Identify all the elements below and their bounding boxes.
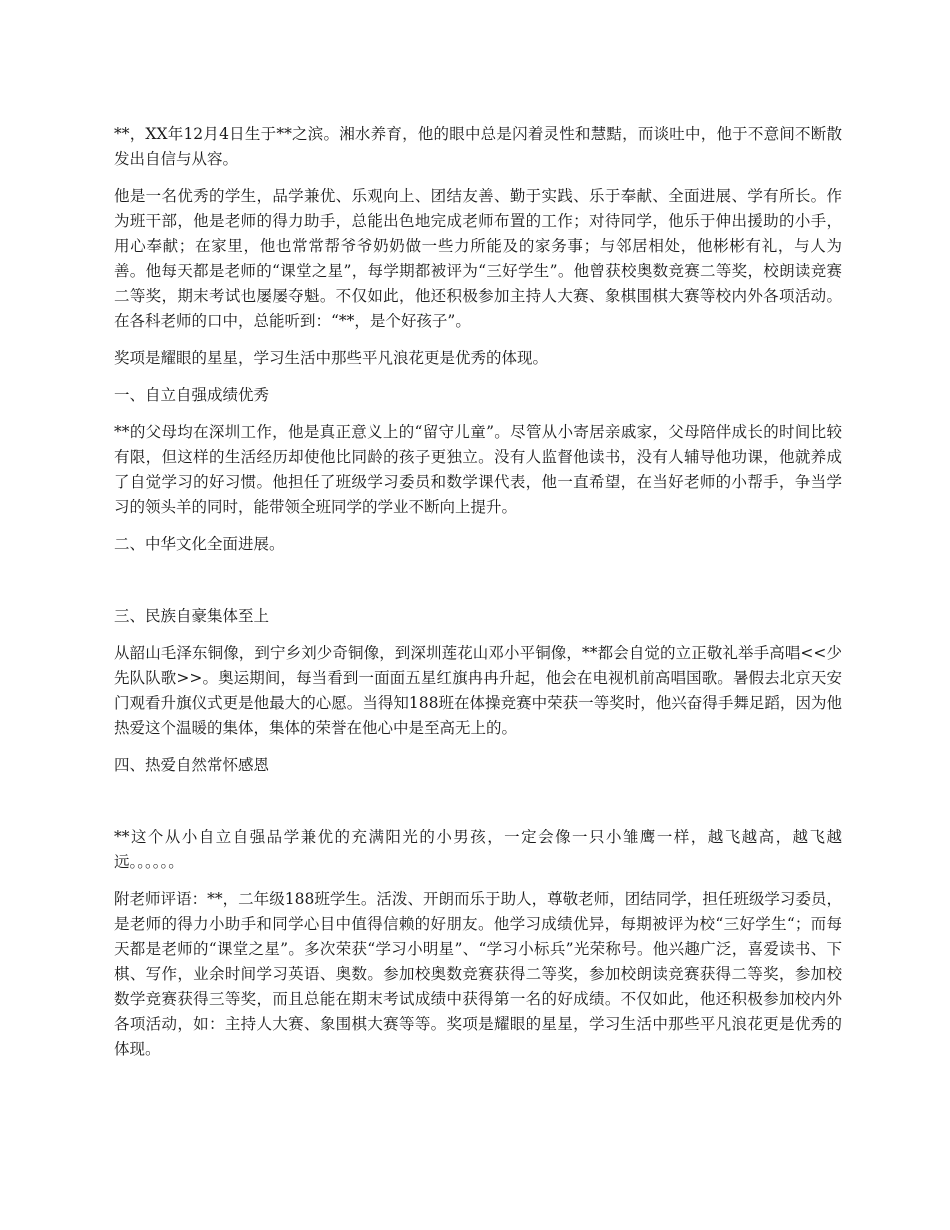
overview-paragraph: 他是一名优秀的学生，品学兼优、乐观向上、团结友善、勤于实践、乐于奉献、全面进展、学有所长。作为班干部，他是老师的得力助手，总能出色地完成老师布置的工作；对待同学，他乐于伸出援助的小手，用心奉献；在家里，他也常常帮爷爷奶奶做一些力所能及的家务事；与邻居相处，他彬彬有礼，与人为善。他每天都是老师的“课堂之星”，每学期都被评为“三好学生”。他曾获校奥数竞赛二等奖，校朗读竞赛二等奖，期末考试也屡屡夺魁。不仅如此，他还积极参加主持人大赛、象棋围棋大赛等校内外各项活动。在各科老师的口中，总能听到：“**，是个好孩子”。 (114, 187, 842, 330)
section-1-paragraph: **的父母均在深圳工作，他是真正意义上的“留守儿童”。尽管从小寄居亲戚家，父母陪伴成长的时间比较有限，但这样的生活经历却使他比同龄的孩子更独立。没有人监督他读书，没有人辅导他功课，他就养成了自觉学习的好习惯。他担任了班级学习委员和数学课代表，他一直希望，在当好老师的小帮手，争当学习的领头羊的同时，能带领全班同学的学业不断向上提升。 (114, 423, 842, 516)
document-page (114, 122, 842, 1074)
closing-paragraph: **这个从小自立自强品学兼优的充满阳光的小男孩，一定会像一只小雏鹰一样，越飞越高，越飞越远。。。。。。 (114, 828, 842, 871)
blank-space (114, 790, 842, 825)
awards-paragraph: 奖项是耀眼的星星，学习生活中那些平凡浪花更是优秀的体现。 (114, 349, 549, 367)
section-heading-3: 三、民族自豪集体至上 (114, 607, 270, 625)
blank-space (114, 569, 842, 604)
intro-paragraph: **，XX年12月4日生于**之滨。湘水养育，他的眼中总是闪着灵性和慧黠，而谈吐中，他于不意间不断散发出自信与从容。 (114, 125, 842, 168)
section-heading-2: 二、中华文化全面进展。 (114, 535, 285, 553)
section-heading-4: 四、热爱自然常怀感恩 (114, 756, 270, 774)
section-3-paragraph: 从韶山毛泽东铜像，到宁乡刘少奇铜像，到深圳莲花山邓小平铜像，**都会自觉的立正敬礼举手高唱<<少先队队歌>>。奥运期间，每当看到一面面五星红旗冉冉升起，他会在电视机前高唱国歌。暑假去北京天安门观看升旗仪式更是他最大的心愿。当得知188班在体操竞赛中荣获一等奖时，他兴奋得手舞足蹈，因为他热爱这个温暖的集体，集体的荣誉在他心中是至高无上的。 (114, 644, 842, 737)
section-heading-1: 一、自立自强成绩优秀 (114, 386, 270, 404)
teacher-comment-paragraph: 附老师评语：**，二年级188班学生。活泼、开朗而乐于助人，尊敬老师，团结同学，担任班级学习委员，是老师的得力小助手和同学心目中值得信赖的好朋友。他学习成绩优异，每期被评为校“三好学生“；而每天都是老师的“课堂之星”。多次荣获“学习小明星”、“学习小标兵”光荣称号。他兴趣广泛，喜爱读书、下棋、写作，业余时间学习英语、奥数。参加校奥数竞赛获得二等奖，参加校朗读竞赛获得二等奖，参加校数学竞赛获得三等奖，而且总能在期末考试成绩中获得第一名的好成绩。不仅如此，他还积极参加校内外各项活动，如：主持人大赛、象围棋大赛等等。奖项是耀眼的星星，学习生活中那些平凡浪花更是优秀的体现。 (114, 890, 842, 1058)
